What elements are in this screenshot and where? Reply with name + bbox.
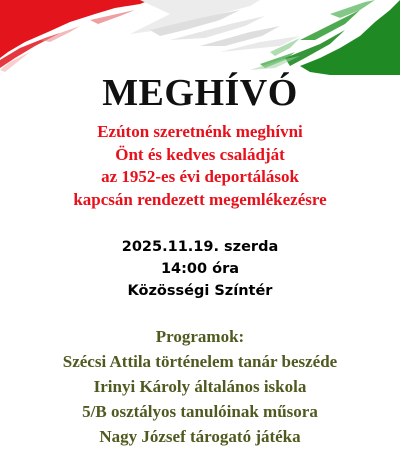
intro-line: kapcsán rendezett megemlékezésre (73, 189, 327, 209)
invitation-intro (0, 121, 400, 211)
event-time: 14:00 óra (160, 261, 240, 277)
event-venue: Közösségi Színtér (127, 283, 273, 299)
intro-line: az 1952-es évi deportálások (101, 167, 299, 186)
program-item: 5/B osztályos tanulóinak műsora (82, 402, 318, 421)
event-details (0, 236, 400, 302)
programs-heading: Programok: (155, 327, 245, 346)
green-brushstroke (250, 0, 400, 75)
program-item: Irinyi Károly általános iskola (93, 377, 307, 396)
program-item: Szécsi Attila történelem tanár beszéde (62, 352, 338, 371)
programs-section (0, 324, 400, 449)
intro-line: Ezúton szeretnénk meghívni (97, 122, 303, 141)
event-date: 2025.11.19. szerda (121, 239, 279, 255)
red-brushstroke (0, 0, 150, 72)
program-item: Nagy József tárogató játéka (99, 427, 301, 446)
flag-brushstroke-banner (0, 0, 400, 75)
white-brushstroke (130, 0, 300, 52)
intro-line: Önt és kedves családját (115, 144, 285, 164)
invitation-title: MEGHÍVÓ (102, 72, 298, 114)
